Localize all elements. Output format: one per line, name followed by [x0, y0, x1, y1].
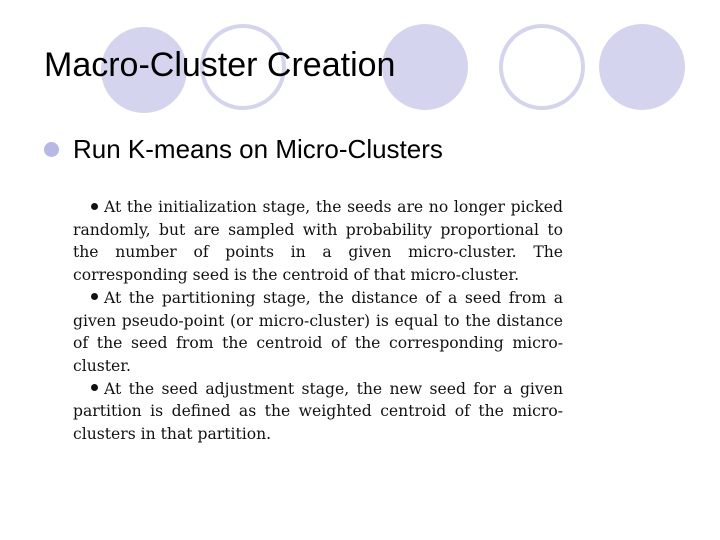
slide-title: Macro-Cluster Creation	[44, 46, 396, 84]
main-bullet-text: Run K-means on Micro-Clusters	[73, 134, 443, 164]
body-text-block	[73, 196, 563, 446]
filled-circle-3	[599, 24, 685, 110]
ring-circle-2	[501, 26, 583, 108]
bullet-icon	[91, 384, 98, 391]
paragraph-seed-adjustment: At the seed adjustment stage, the new seed for a given partition is defined as the weighted centroid of the micro-clusters in that partition.	[73, 379, 563, 444]
paragraph-initialization: At the initialization stage, the seeds are no longer picked randomly, but are sampled with probability proportional to the number of points in a given micro-cluster. The corresponding seed is the centroid of that micro-cluster.	[73, 198, 563, 285]
bullet-icon	[91, 293, 98, 300]
bullet-icon	[91, 203, 98, 210]
paragraph-partitioning: At the partitioning stage, the distance of a seed from a given pseudo-point (or micro-cluster) is equal to the distance of the seed from the centroid of the corresponding micro-cluster.	[73, 288, 563, 375]
bullet-icon	[44, 142, 59, 157]
main-bullet	[44, 134, 443, 165]
